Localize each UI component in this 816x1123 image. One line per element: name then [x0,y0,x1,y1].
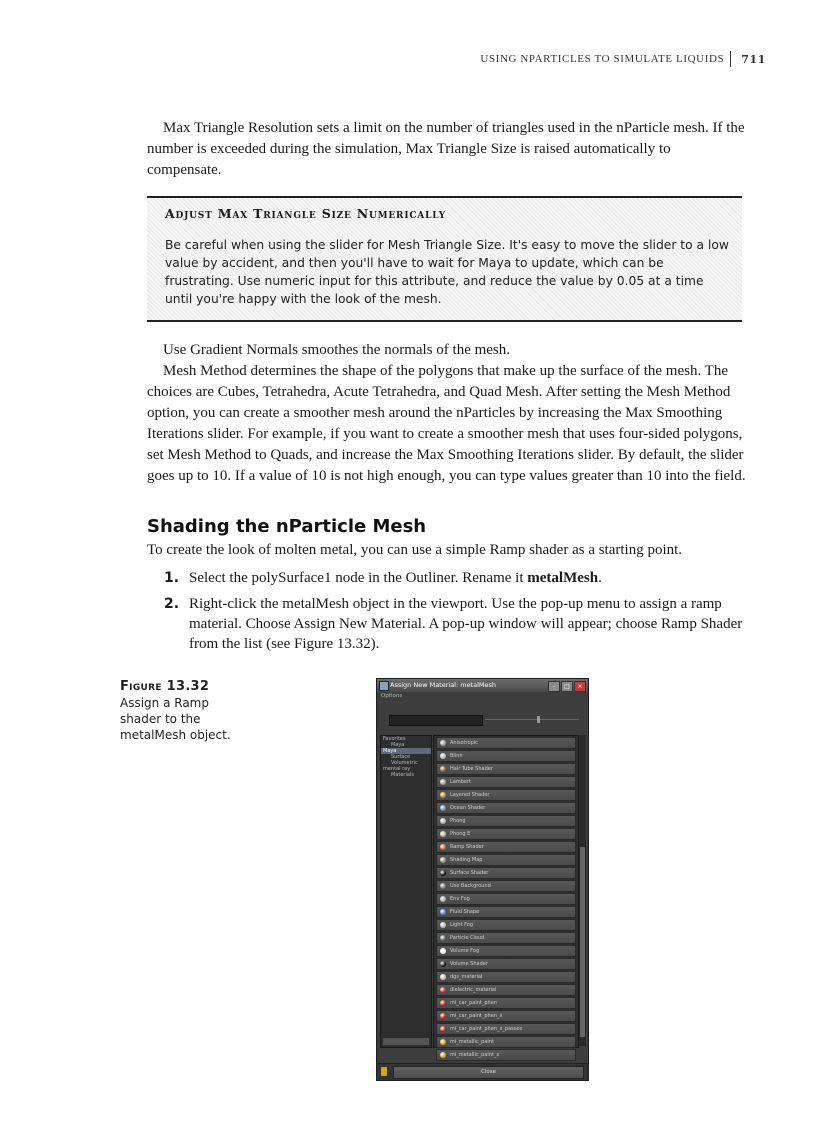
running-title: USING NPARTICLES TO SIMULATE LIQUIDS [480,53,725,65]
scrollbar-thumb[interactable] [580,847,585,1037]
material-swatch-icon [440,870,446,876]
material-row[interactable] [436,776,576,788]
window-titlebar[interactable] [377,679,588,692]
material-label: Volume Shader [450,961,488,967]
material-label: mi_car_paint_phen_x_passes [450,1026,523,1032]
material-swatch-icon [440,922,446,928]
material-swatch-icon [440,935,446,941]
material-row[interactable] [436,802,576,814]
steps-list [164,568,764,660]
step-number: 1. [164,570,180,586]
material-label: Shading Map [450,857,483,863]
material-row[interactable] [436,750,576,762]
tip-box [147,196,742,322]
paragraph-max-triangle-block [147,118,747,181]
material-row[interactable] [436,1049,576,1061]
material-row[interactable] [436,971,576,983]
material-label: Fluid Shape [450,909,480,915]
tree-item[interactable]: Maya [381,748,431,754]
figure-caption [120,679,250,743]
list-item [164,594,764,654]
material-swatch-icon [440,909,446,915]
filter-input[interactable] [389,715,483,726]
assign-material-window [376,678,589,1081]
material-row[interactable] [436,763,576,775]
section-heading: Shading the nParticle Mesh [147,516,427,537]
material-label: Phong E [450,831,471,837]
material-swatch-icon [440,792,446,798]
window-bottom-bar [377,1063,588,1080]
material-swatch-icon [440,1013,446,1019]
tree-scrollbar[interactable] [383,1038,429,1045]
material-label: Layered Shader [450,792,490,798]
material-swatch-icon [440,883,446,889]
material-label: mi_metallic_paint [450,1039,494,1045]
material-row[interactable] [436,880,576,892]
step-text: Right-click the metalMesh object in the viewport. Use the pop-up menu to assign a ramp material. Choose Assign New Material. A pop-up window will appear; choose Ramp Shader from the list (see Figure 13.32). [189,596,743,652]
material-swatch-icon [440,818,446,824]
material-row[interactable] [436,841,576,853]
material-swatch-icon [440,753,446,759]
material-label: Use Background [450,883,491,889]
material-swatch-icon [440,974,446,980]
material-label: Phong [450,818,466,824]
material-label: mi_car_paint_phen [450,1000,497,1006]
app-icon [379,681,389,691]
section-intro: To create the look of molten metal, you can use a simple Ramp shader as a starting point. [147,542,683,558]
material-row[interactable] [436,854,576,866]
material-row[interactable] [436,932,576,944]
running-head [480,51,766,67]
figure-caption-text: Assign a Ramp shader to the metalMesh object. [120,696,231,742]
material-label: Hair Tube Shader [450,766,493,772]
material-row[interactable] [436,945,576,957]
material-row[interactable] [436,737,576,749]
material-swatch-icon [440,948,446,954]
material-swatch-icon [440,1000,446,1006]
material-row[interactable] [436,958,576,970]
material-swatch-icon [440,1052,446,1058]
material-row[interactable] [436,1010,576,1022]
material-row[interactable] [436,815,576,827]
menu-options[interactable]: Options [381,693,403,699]
tree-item[interactable]: Surface [391,754,411,760]
material-label: mi_car_paint_phen_x [450,1013,503,1019]
paragraph-gradient-normals: Use Gradient Normals smoothes the normals of the mesh. [163,342,511,358]
material-label: Ramp Shader [450,844,484,850]
material-row[interactable] [436,906,576,918]
material-label: dielectric_material [450,987,497,993]
material-label: dgs_material [450,974,483,980]
figure-label: Figure 13.32 [120,679,210,694]
material-swatch-icon [440,857,446,863]
material-label: Ocean Shader [450,805,486,811]
tip-body: Be careful when using the slider for Mesh Triangle Size. It's easy to move the slider to a low value by accident, and then you'll have to wait for Maya to update, which can be frustrating. Use numeric input for this attribute, and reduce the value by 0.05 at a time until you're happy with the look of the mesh. [165,238,729,306]
page-number: 711 [741,52,766,66]
material-swatch-icon [440,1039,446,1045]
close-button[interactable]: Close [393,1066,584,1079]
step-text: Select the polySurface1 node in the Outliner. Rename it metalMesh. [189,570,602,586]
material-swatch-icon [440,740,446,746]
tree-item[interactable]: Materials [391,772,414,778]
material-label: Anisotropic [450,740,478,746]
material-label: Light Fog [450,922,473,928]
filter-row [389,715,579,724]
size-slider-track[interactable] [485,719,579,720]
material-row[interactable] [436,997,576,1009]
size-slider-handle[interactable] [537,716,540,723]
material-swatch-icon [440,987,446,993]
step-bold: metalMesh [527,570,599,586]
material-label: mi_metallic_paint_x [450,1052,500,1058]
material-label: Env Fog [450,896,470,902]
tree-item[interactable]: Maya [391,742,405,748]
close-icon[interactable]: × [574,681,586,692]
material-swatch-icon [440,805,446,811]
material-row[interactable] [436,893,576,905]
material-label: Particle Cloud [450,935,485,941]
material-label: Lambert [450,779,471,785]
material-label: Blinn [450,753,463,759]
category-tree[interactable] [380,735,432,1048]
minimize-icon[interactable]: – [548,681,560,692]
material-swatch-icon [440,896,446,902]
tree-item[interactable]: Volumetric [391,760,418,766]
material-row[interactable] [436,828,576,840]
material-row[interactable] [436,867,576,879]
tip-title: Adjust Max Triangle Size Numerically [165,206,446,221]
material-swatch-icon [440,1026,446,1032]
material-row[interactable] [436,919,576,931]
list-item [164,568,764,588]
material-swatch-icon [440,831,446,837]
material-swatch-icon [440,779,446,785]
paragraph-mesh-method: Mesh Method determines the shape of the polygons that make up the surface of the mesh. The choices are Cubes, Tetrahedra, Acute Tetrahedra, and Quad Mesh. After setting the Mesh Method option, you can create a smoother mesh around the nParticles by increasing the Max Smoothing Iterations slider. For example, if you want to create a smoother mesh that uses four-sided polygons, set Mesh Method to Quads, and increase the Max Smoothing Iterations slider. By default, the slider goes up to 10. If a value of 10 is not high enough, you can type values greater than 10 into the field. [147,363,746,484]
material-label: Volume Fog [450,948,480,954]
tree-item[interactable]: mental ray [383,766,411,772]
tree-item[interactable]: Favorites [383,736,406,742]
material-list[interactable] [433,735,579,1058]
lock-icon[interactable] [381,1067,387,1076]
material-swatch-icon [440,844,446,850]
material-swatch-icon [440,961,446,967]
paragraph-mesh-block [147,340,747,487]
paragraph-max-triangle: Max Triangle Resolution sets a limit on the number of triangles used in the nParticle mesh. If the number is exceeded during the simulation, Max Triangle Size is raised automatically to compensate. [147,120,745,178]
header-separator [730,51,731,67]
material-label: Surface Shader [450,870,489,876]
material-row[interactable] [436,789,576,801]
step-number: 2. [164,596,180,612]
material-swatch-icon [440,766,446,772]
maximize-icon[interactable]: □ [561,681,573,692]
material-row[interactable] [436,984,576,996]
material-row[interactable] [436,1023,576,1035]
list-scrollbar[interactable] [579,735,586,1046]
material-row[interactable] [436,1036,576,1048]
window-controls [548,681,586,692]
window-title: Assign New Material: metalMesh [390,681,497,689]
